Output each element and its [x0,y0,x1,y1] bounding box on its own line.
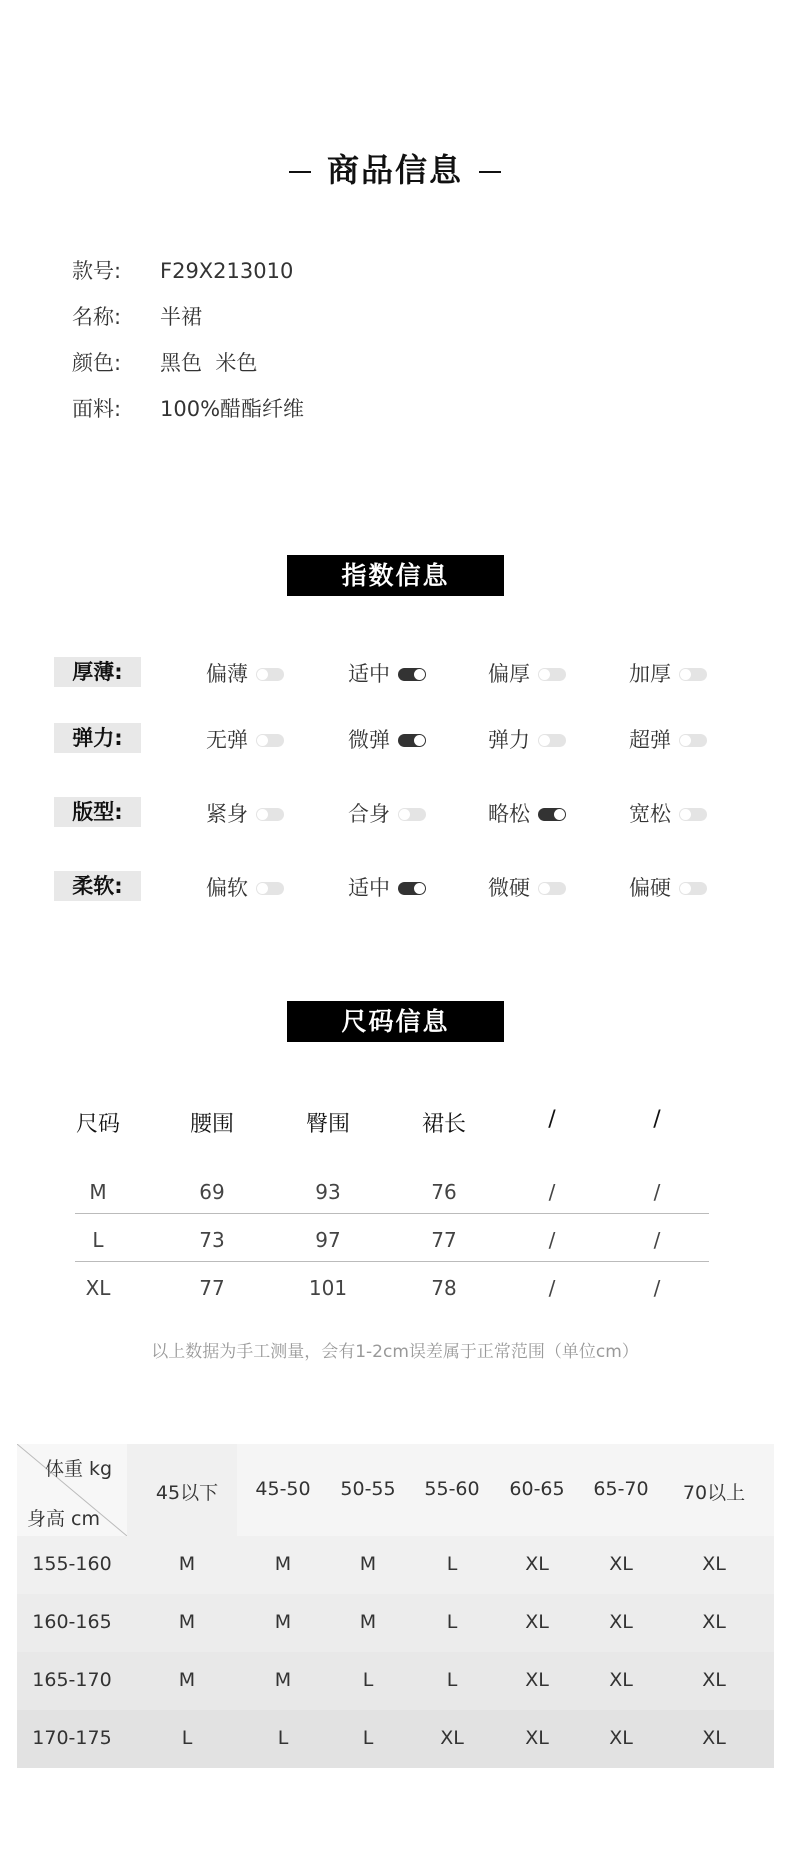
toggle-icon [538,668,566,681]
size-cell: 73 [199,1228,225,1252]
size-guide-grid [17,1444,774,1768]
index-option-label: 偏软 [206,876,248,900]
size-note: 以上数据为手工测量，会有1-2cm误差属于正常范围（单位cm） [151,1342,639,1362]
size-cell: 77 [199,1276,225,1300]
size-guide-cell: L [446,1611,458,1633]
size-guide-cell: XL [609,1727,633,1749]
height-cell: 165-170 [32,1669,112,1691]
toggle-icon [538,734,566,747]
size-cell: / [653,1276,661,1300]
index-option [629,872,707,902]
size-header-cell: 尺码 [75,1112,120,1137]
size-cell: 78 [431,1276,457,1300]
size-guide-cell: M [274,1611,292,1633]
index-option [348,798,426,828]
size-cell: 76 [431,1180,457,1204]
size-guide-cell: M [359,1553,377,1575]
toggle-icon [256,808,284,821]
info-label: 面料: [72,397,122,421]
index-option [348,724,426,754]
size-cell: / [548,1228,556,1252]
size-guide-cell: XL [525,1553,549,1575]
weight-header: 50-55 [340,1478,396,1500]
index-option [629,658,707,688]
info-label: 款号: [72,259,122,283]
size-guide-cell: L [446,1669,458,1691]
index-option-label: 弹力 [488,728,530,752]
index-option [206,798,284,828]
size-guide-cell: M [178,1669,196,1691]
index-option-label: 无弹 [206,728,248,752]
size-header-cell: / [653,1107,661,1132]
index-option-label: 略松 [488,802,530,826]
index-option-label: 加厚 [629,662,671,686]
index-option [206,658,284,688]
size-guide-cell: M [359,1611,377,1633]
size-cell: L [92,1228,104,1252]
index-option [348,658,426,688]
index-option-label: 宽松 [629,802,671,826]
toggle-icon [398,734,426,747]
size-guide-cell: XL [702,1727,726,1749]
row-divider [75,1213,709,1214]
size-guide-cell: XL [702,1611,726,1633]
size-header-cell: / [548,1107,556,1132]
size-guide-cell: L [181,1727,193,1749]
corner-height-label: 身高 cm [27,1508,100,1530]
index-option-label: 适中 [348,662,390,686]
size-guide-corner [17,1444,127,1536]
index-option-label: 合身 [348,802,390,826]
weight-header: 55-60 [424,1478,480,1500]
index-option-label: 超弹 [629,728,671,752]
size-guide-cell: XL [525,1611,549,1633]
toggle-icon [679,668,707,681]
weight-header: 45-50 [255,1478,311,1500]
size-guide-cell: M [178,1611,196,1633]
toggle-icon [538,808,566,821]
size-header-cell: 裙长 [421,1112,466,1137]
index-label: 柔软: [54,871,141,901]
title-dash-right [479,171,501,173]
info-value: 半裙 [160,305,202,329]
product-info-title: 商品信息 [0,145,790,191]
index-option-label: 偏薄 [206,662,248,686]
size-guide-cell: XL [609,1553,633,1575]
toggle-icon [256,734,284,747]
size-guide-cell: L [277,1727,289,1749]
info-row-color [72,347,257,377]
size-guide-cell: M [274,1553,292,1575]
toggle-icon [256,882,284,895]
toggle-icon [538,882,566,895]
row-divider [75,1261,709,1262]
size-cell: / [548,1180,556,1204]
height-cell: 160-165 [32,1611,112,1633]
size-cell: 101 [308,1276,348,1300]
size-guide-cell: XL [702,1669,726,1691]
index-option [348,872,426,902]
size-cell: 69 [199,1180,225,1204]
info-row-fabric [72,393,304,423]
size-cell: M [89,1180,107,1204]
size-cell: / [548,1276,556,1300]
size-guide-cell: M [274,1669,292,1691]
info-value: 100%醋酯纤维 [160,397,305,421]
size-guide-cell: XL [440,1727,464,1749]
toggle-icon [398,808,426,821]
index-option-label: 微硬 [488,876,530,900]
corner-weight-label: 体重 kg [45,1458,113,1480]
index-info-banner: 指数信息 [287,555,504,596]
weight-header: 65-70 [593,1478,649,1500]
index-option [488,872,566,902]
size-guide-cell: XL [609,1669,633,1691]
info-label: 名称: [72,305,122,329]
index-option [488,724,566,754]
toggle-icon [679,808,707,821]
info-row-style-no [72,255,293,285]
height-cell: 170-175 [32,1727,112,1749]
size-guide-cell: XL [525,1727,549,1749]
size-cell: 77 [431,1228,457,1252]
index-label: 厚薄: [54,657,141,687]
weight-header: 60-65 [509,1478,565,1500]
toggle-icon [679,734,707,747]
index-option [206,872,284,902]
size-cell: 97 [315,1228,341,1252]
weight-header: 70以上 [682,1482,746,1504]
size-header-cell: 腰围 [189,1112,234,1137]
index-option [629,724,707,754]
size-guide-cell: XL [525,1669,549,1691]
size-guide-cell: XL [609,1611,633,1633]
info-value: F29X213010 [160,259,294,283]
size-info-banner: 尺码信息 [287,1001,504,1042]
size-guide-cell: XL [702,1553,726,1575]
toggle-icon [398,882,426,895]
index-option-label: 适中 [348,876,390,900]
size-guide-cell: L [362,1727,374,1749]
index-option [488,658,566,688]
size-header-cell: 臀围 [305,1112,350,1137]
size-cell: / [653,1180,661,1204]
size-guide-cell: M [178,1553,196,1575]
index-label: 版型: [54,797,141,827]
index-option-label: 偏厚 [488,662,530,686]
weight-header: 45以下 [155,1482,219,1504]
size-guide-cell: L [362,1669,374,1691]
info-label: 颜色: [72,351,122,375]
index-option-label: 偏硬 [629,876,671,900]
index-option [488,798,566,828]
size-cell: XL [85,1276,111,1300]
toggle-icon [398,668,426,681]
index-option-label: 微弹 [348,728,390,752]
index-option [206,724,284,754]
toggle-icon [256,668,284,681]
index-option-label: 紧身 [206,802,248,826]
title-dash-left [289,171,311,173]
index-label: 弹力: [54,723,141,753]
size-guide-cell: L [446,1553,458,1575]
size-cell: 93 [315,1180,341,1204]
size-cell: / [653,1228,661,1252]
info-value: 黑色 米色 [160,351,258,375]
index-option [629,798,707,828]
info-row-name [72,301,202,331]
toggle-icon [679,882,707,895]
height-cell: 155-160 [32,1553,112,1575]
